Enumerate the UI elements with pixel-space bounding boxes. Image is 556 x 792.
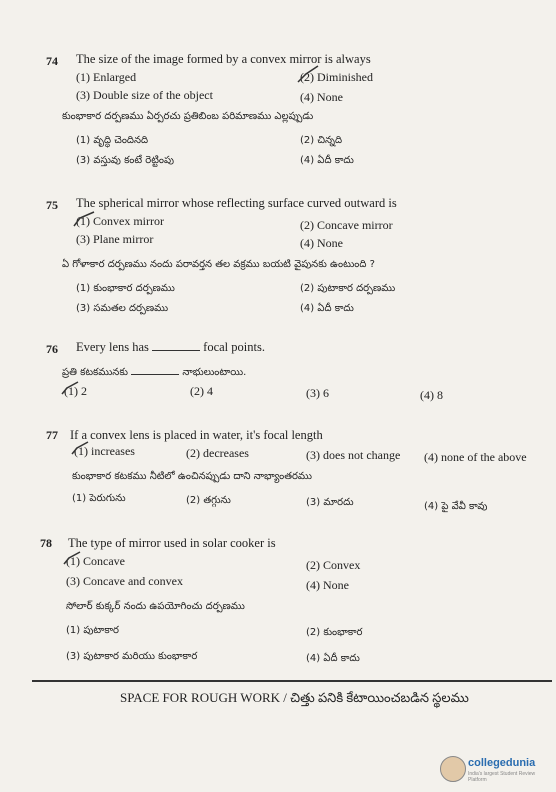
option-2: (2) 4 [190,384,213,398]
option-1: (1) Enlarged [76,70,137,84]
question-text [76,340,265,355]
telugu-text-end: నాభులుంటాయి. [182,367,247,378]
telugu-option-4: (4) ఏదీ కాదు [300,303,354,314]
answer-tick-mark [296,64,320,88]
telugu-option-2: (2) పుటాకార దర్పణము [300,283,396,294]
option-3: (3) Concave and convex [66,574,183,588]
option-2: (2) Concave mirror [300,218,393,232]
question-text-end: focal points. [203,340,265,354]
telugu-question-text: సోలార్ కుక్కర్ నందు ఉపయోగించు దర్పణము [66,601,245,612]
option-3: (3) Plane mirror [76,232,154,246]
option-1: (1) Convex mirror [76,214,164,228]
telugu-option-4: (4) ఏదీ కాదు [300,155,354,166]
answer-tick-mark [70,440,90,458]
option-3: (3) 6 [306,386,329,400]
question-number: 76 [46,342,58,356]
option-2: (2) Diminished [300,70,373,84]
option-4: (4) None [306,578,349,592]
telugu-option-2: (2) తగ్గును [186,495,231,506]
option-3: (3) does not change [306,448,401,462]
option-1: (1) increases [74,444,135,458]
question-number: 78 [40,536,52,550]
option-2: (2) Convex [306,558,361,572]
telugu-option-3: (3) సమతల దర్పణము [76,303,169,314]
question-number: 75 [46,198,58,212]
answer-tick-mark [62,550,82,568]
footer-divider [32,680,552,682]
telugu-question-text [62,364,246,380]
answer-tick-mark [72,210,96,230]
question-text: If a convex lens is placed in water, it's focal length [70,428,323,442]
telugu-option-3: (3) మారదు [306,497,354,508]
question-text: The type of mirror used in solar cooker is [68,536,276,550]
option-4: (4) None [300,236,343,250]
fill-blank [131,364,179,375]
telugu-option-1: (1) పెరుగును [72,493,126,504]
option-1: (1) Concave [66,554,125,568]
question-text: The spherical mirror whose reflecting surface curved outward is [76,196,397,210]
option-1: (1) 2 [64,384,87,398]
telugu-option-2: (2) చిన్నది [300,135,343,146]
telugu-option-1: (1) వృద్ధి చెందినది [76,135,149,146]
telugu-option-4: (4) పై వేవీ కావు [424,501,488,512]
telugu-text-start: ప్రతి కటకమునకు [62,367,129,378]
telugu-question-text: కుంభాకార దర్పణము ఏర్పరచు ప్రతిబింబ పరిమాణము ఎల్లప్పుడు [62,111,314,122]
logo-tagline: India's largest Student Review Platform [468,771,536,783]
fill-blank [152,340,200,351]
option-4: (4) none of the above [424,450,527,464]
logo-name: collegedunia [468,757,536,769]
option-4: (4) 8 [420,388,443,402]
telugu-option-2: (2) కుంభాకార [306,627,363,638]
logo-mascot-icon [440,756,466,782]
telugu-question-text: కుంభాకార కటకము నీటిలో ఉంచినప్పుడు దాని నాభ్యాంతరము [72,471,312,482]
telugu-option-3: (3) వస్తువు కంటే రెట్టింపు [76,155,174,166]
question-text-start: Every lens has [76,340,149,354]
question-number: 74 [46,54,58,68]
telugu-question-text: ఏ గోళాకార దర్పణము నందు పరావర్తన తల వక్రము బయటి వైపునకు ఉంటుంది ? [62,259,375,270]
option-2: (2) decreases [186,446,249,460]
telugu-option-1: (1) పుటాకార [66,625,119,636]
option-4: (4) None [300,90,343,104]
option-3: (3) Double size of the object [76,88,213,102]
question-number: 77 [46,428,58,442]
telugu-option-1: (1) కుంభాకార దర్పణము [76,283,175,294]
answer-tick-mark [60,380,80,398]
telugu-option-4: (4) ఏదీ కాదు [306,653,360,664]
collegedunia-logo [440,754,552,784]
telugu-option-3: (3) పుటాకార మరియు కుంభాకార [66,651,198,662]
rough-work-label: SPACE FOR ROUGH WORK / చిత్తు పనికి కేటాయించబడిన స్థలము [120,690,469,705]
question-text: The size of the image formed by a convex mirror is always [76,52,371,66]
